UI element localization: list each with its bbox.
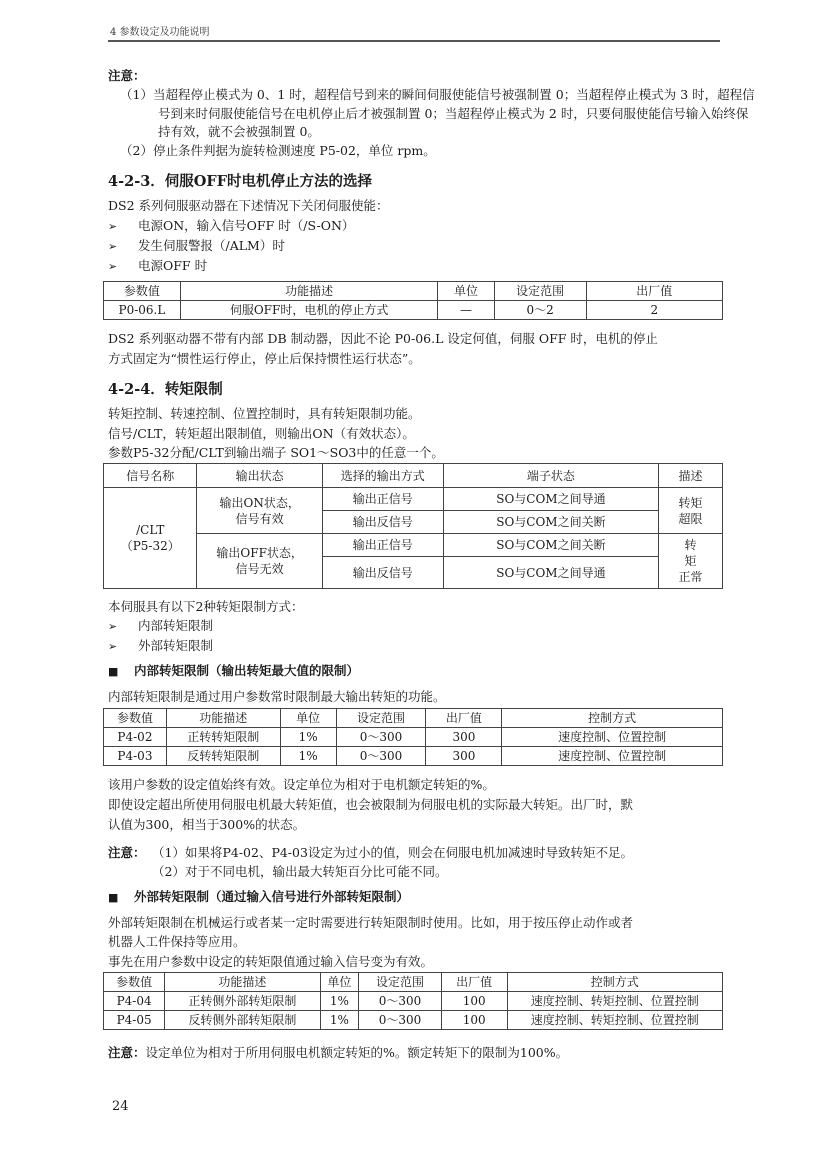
table-header: 控制方式 <box>507 973 722 992</box>
table-cell: 反转转矩限制 <box>166 747 280 766</box>
table-cell: 速度控制、转矩控制、位置控制 <box>507 1011 722 1030</box>
paragraph: 信号/CLT，转矩超出限制值，则输出ON（有效状态）。 <box>108 426 415 441</box>
table-cell: 正转转矩限制 <box>166 728 280 747</box>
table-cell: SO与COM之间导通 <box>443 488 658 511</box>
paragraph: 机器人工件保持等应用。 <box>108 934 246 949</box>
arrow-bullet-icon: ➢ <box>108 620 118 633</box>
note-item: （1）当超程停止模式为 0、1 时，超程信号到来的瞬间伺服使能信号被强制置 0；当超程停止模式为 3 时，超程信号到来时伺服使能信号在电机停止后才被强制置 0；当超程停止模式为 2 时，只要伺服使能信号输入始终保持有效，就不会被强制置 0。 <box>120 87 755 139</box>
table-header: 设定范围 <box>359 973 441 992</box>
table-cell: P4-03 <box>104 747 167 766</box>
table-header: 参数值 <box>104 709 167 728</box>
table-header: 单位 <box>438 282 494 301</box>
table-cell: 输出正信号 <box>322 488 443 511</box>
paragraph: DS2 系列驱动器不带有内部 DB 制动器，因此不论 P0-06.L 设定何值，伺服 OFF 时，电机的停止 <box>108 331 658 346</box>
paragraph: 外部转矩限制在机械运行或者某一定时需要进行转矩限制时使用。比如，用于按压停止动作或者 <box>108 915 634 930</box>
section-heading-4-2-3: 4-2-3．伺服OFF时电机停止方法的选择 <box>108 173 373 190</box>
table-cell: 300 <box>426 728 502 747</box>
table-cell: 100 <box>441 1011 507 1030</box>
table-header: 参数值 <box>104 973 165 992</box>
note: （2）对于不同电机，输出最大转矩百分比可能不同。 <box>152 864 448 879</box>
output-state-cell: 输出OFF状态， 信号无效 <box>197 534 322 589</box>
table-cell: 0～300 <box>359 1011 441 1030</box>
description-cell: 转矩 超限 <box>659 488 723 534</box>
list-item: ➢ 电源OFF 时 <box>108 257 207 276</box>
output-state-cell: 输出ON状态， 信号有效 <box>197 488 322 534</box>
note: 注意： （1）如果将P4-02、P4-03设定为过小的值，则会在伺服电机加减速时导致转矩不足。 <box>108 845 633 860</box>
table-cell: 0～300 <box>336 747 426 766</box>
table-cell: 速度控制、位置控制 <box>502 728 723 747</box>
arrow-bullet-icon: ➢ <box>108 260 118 273</box>
note-label: 注意： <box>108 1045 146 1060</box>
table-row <box>104 747 723 766</box>
table-row <box>104 728 723 747</box>
table-cell: 速度控制、转矩控制、位置控制 <box>507 992 722 1011</box>
table-cell: 1% <box>320 992 359 1011</box>
table-header: 功能描述 <box>165 973 320 992</box>
param-table-p0-06 <box>103 281 723 320</box>
table-cell: 1% <box>280 747 336 766</box>
paragraph: 即使设定超出所使用伺服电机最大转矩值，也会被限制为伺服电机的实际最大转矩。出厂时，默 <box>108 797 634 812</box>
param-table-internal <box>103 708 723 766</box>
arrow-bullet-icon: ➢ <box>108 640 118 653</box>
table-cell: 0～300 <box>336 728 426 747</box>
note-item: （2）停止条件判据为旋转检测速度 P5-02，单位 rpm。 <box>120 143 436 158</box>
table-header: 功能描述 <box>166 709 280 728</box>
chapter-title: 4 参数设定及功能说明 <box>110 27 210 38</box>
table-cell: SO与COM之间导通 <box>443 557 658 589</box>
table-row <box>104 1011 723 1030</box>
table-cell: 正转侧外部转矩限制 <box>165 992 320 1011</box>
table-cell: 输出正信号 <box>322 534 443 557</box>
table-cell: 0～2 <box>494 301 586 320</box>
table-cell: 速度控制、位置控制 <box>502 747 723 766</box>
table-header: 出厂值 <box>586 282 722 301</box>
table-header: 单位 <box>280 709 336 728</box>
table-cell: 300 <box>426 747 502 766</box>
note: 注意：设定单位为相对于所用伺服电机额定转矩的%。额定转矩下的限制为100%。 <box>108 1045 569 1060</box>
table-row <box>104 301 723 320</box>
table-cell: — <box>438 301 494 320</box>
list-item: ➢ 外部转矩限制 <box>108 637 213 656</box>
table-cell: 1% <box>280 728 336 747</box>
running-header <box>108 22 720 42</box>
subsection-heading-internal: ■ 内部转矩限制（输出转矩最大值的限制） <box>108 662 359 681</box>
table-header: 信号名称 <box>104 464 197 488</box>
page-number: 24 <box>112 1099 129 1114</box>
square-bullet-icon: ■ <box>108 891 119 904</box>
subsection-heading-external: ■ 外部转矩限制（通过输入信号进行外部转矩限制） <box>108 888 409 907</box>
paragraph: 本伺服具有以下2种转矩限制方式： <box>108 599 304 614</box>
table-cell: P0-06.L <box>104 301 181 320</box>
param-table-external <box>103 972 723 1030</box>
table-header: 功能描述 <box>180 282 438 301</box>
description-cell: 转 矩 正常 <box>659 534 723 589</box>
list-item: ➢ 发生伺服警报（/ALM）时 <box>108 237 285 256</box>
table-cell: 伺服OFF时，电机的停止方式 <box>180 301 438 320</box>
table-header: 控制方式 <box>502 709 723 728</box>
table-cell: SO与COM之间关断 <box>443 511 658 534</box>
table-header: 出厂值 <box>426 709 502 728</box>
section-heading-4-2-4: 4-2-4．转矩限制 <box>108 381 223 398</box>
table-header: 出厂值 <box>441 973 507 992</box>
table-cell: 100 <box>441 992 507 1011</box>
clt-signal-table <box>103 463 723 589</box>
paragraph: 方式固定为“惯性运行停止，停止后保持惯性运行状态”。 <box>108 351 421 366</box>
table-row <box>104 488 723 511</box>
note-label: 注意： <box>108 845 146 860</box>
table-header: 单位 <box>320 973 359 992</box>
table-header: 输出状态 <box>197 464 322 488</box>
table-cell: P4-04 <box>104 992 165 1011</box>
signal-name-cell: /CLT （P5-32） <box>104 488 197 589</box>
paragraph: DS2 系列伺服驱动器在下述情况下关闭伺服使能： <box>108 198 389 213</box>
table-row <box>104 992 723 1011</box>
table-header: 设定范围 <box>494 282 586 301</box>
table-cell: SO与COM之间关断 <box>443 534 658 557</box>
table-row <box>104 534 723 557</box>
table-cell: 0～300 <box>359 992 441 1011</box>
table-header: 描述 <box>659 464 723 488</box>
table-cell: P4-05 <box>104 1011 165 1030</box>
table-cell: 输出反信号 <box>322 511 443 534</box>
table-header: 设定范围 <box>336 709 426 728</box>
arrow-bullet-icon: ➢ <box>108 220 118 233</box>
list-item: ➢ 内部转矩限制 <box>108 617 213 636</box>
table-cell: 输出反信号 <box>322 557 443 589</box>
paragraph: 转矩控制、转速控制、位置控制时，具有转矩限制功能。 <box>108 406 421 421</box>
list-item: ➢ 电源ON，输入信号OFF 时（/S-ON） <box>108 217 354 236</box>
paragraph: 认值为300，相当于300%的状态。 <box>108 817 306 832</box>
table-cell: 反转侧外部转矩限制 <box>165 1011 320 1030</box>
table-header: 端子状态 <box>443 464 658 488</box>
paragraph: 事先在用户参数中设定的转矩限值通过输入信号变为有效。 <box>108 954 434 969</box>
table-cell: P4-02 <box>104 728 167 747</box>
paragraph: 该用户参数的设定值始终有效。设定单位为相对于电机额定转矩的%。 <box>108 777 495 792</box>
table-header: 选择的输出方式 <box>322 464 443 488</box>
square-bullet-icon: ■ <box>108 665 119 678</box>
note-label: 注意： <box>108 68 146 83</box>
table-cell: 2 <box>586 301 722 320</box>
paragraph: 内部转矩限制是通过用户参数常时限制最大输出转矩的功能。 <box>108 689 446 704</box>
table-cell: 1% <box>320 1011 359 1030</box>
arrow-bullet-icon: ➢ <box>108 240 118 253</box>
table-header: 参数值 <box>104 282 181 301</box>
paragraph: 参数P5-32分配/CLT到输出端子 SO1～SO3中的任意一个。 <box>108 445 444 460</box>
